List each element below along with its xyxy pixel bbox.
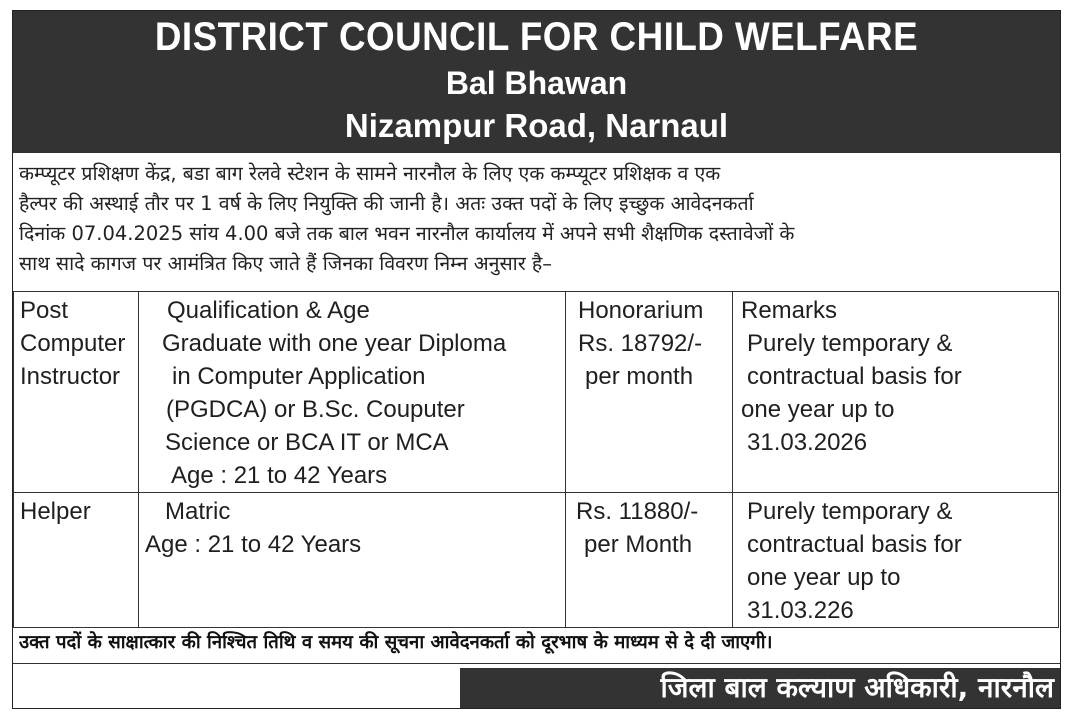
qualification-cell	[139, 493, 566, 628]
intro-line: हैल्पर की अस्थाई तौर पर 1 वर्ष के लिए नियुक्ति की जानी है। अतः उक्त पदों के लिए इच्छुक आवेदनकर्ता	[19, 192, 754, 215]
qualification-line: Graduate with one year Diploma	[162, 330, 507, 357]
honorarium-amount: Rs. 11880/-	[576, 498, 699, 525]
qualification-line: Age : 21 to 42 Years	[145, 531, 362, 558]
table-header-honorarium: Honorarium	[578, 297, 704, 324]
qualification-line: Matric	[165, 498, 231, 525]
notice-title: DISTRICT COUNCIL FOR CHILD WELFARE	[154, 15, 919, 59]
table-header-post: Post	[20, 297, 69, 324]
table-row	[14, 493, 1059, 628]
post-cell	[14, 292, 139, 493]
honorarium-amount: Rs. 18792/-	[578, 330, 703, 357]
remarks-line: 31.03.2026	[747, 429, 868, 456]
qualification-line: Age : 21 to 42 Years	[171, 462, 388, 489]
honorarium-period: per month	[585, 363, 694, 390]
interview-note: उक्त पदों के साक्षात्कार की निश्चित तिथि व समय की सूचना आवेदनकर्ता को दूरभाष के माध्यम से दे दी जाएगी।	[19, 632, 773, 653]
intro-line: दिनांक 07.04.2025 सांय 4.00 बजे तक बाल भवन नारनौल कार्यालय में अपने सभी शैक्षणिक दस्तावेजों के	[19, 222, 795, 245]
qualification-cell	[139, 292, 566, 493]
table-header-remarks: Remarks	[741, 297, 838, 324]
notice-frame	[12, 10, 1061, 709]
notice-header	[13, 11, 1060, 153]
intro-paragraph	[19, 159, 1053, 279]
table-header-qualification: Qualification & Age	[167, 297, 370, 324]
office-name: Bal Bhawan	[445, 65, 628, 101]
remarks-line: one year up to	[741, 396, 895, 423]
remarks-line: Purely temporary &	[747, 330, 953, 357]
remarks-line: one year up to	[747, 564, 901, 591]
post-cell	[14, 493, 139, 628]
honorarium-period: per Month	[584, 531, 693, 558]
remarks-cell	[733, 493, 1059, 628]
posts-table	[13, 291, 1059, 628]
honorarium-cell	[566, 493, 733, 628]
remarks-line: contractual basis for	[747, 531, 962, 558]
remarks-line: 31.03.226	[747, 597, 854, 624]
post-name: Helper	[20, 498, 91, 525]
remarks-line: Purely temporary &	[747, 498, 953, 525]
remarks-line: contractual basis for	[747, 363, 962, 390]
office-address: Nizampur Road, Narnaul	[344, 107, 729, 144]
intro-line: कम्प्यूटर प्रशिक्षण केंद्र, बडा बाग रेलवे स्टेशन के सामने नारनौल के लिए एक कम्प्यूटर प्रशिक्षक व एक	[19, 162, 721, 185]
qualification-line: in Computer Application	[172, 363, 426, 390]
post-name: Instructor	[20, 363, 121, 390]
intro-line: साथ सादे कागज पर आमंत्रित किए जाते हैं जिनका विवरण निम्न अनुसार है–	[19, 252, 552, 275]
signatory-label: जिला बाल कल्याण अधिकारी, नारनौल	[460, 668, 1060, 708]
notice-footer	[13, 663, 1060, 710]
remarks-cell	[733, 292, 1059, 493]
honorarium-cell	[566, 292, 733, 493]
qualification-line: (PGDCA) or B.Sc. Couputer	[166, 396, 465, 423]
post-name: Computer	[20, 330, 126, 357]
qualification-line: Science or BCA IT or MCA	[165, 429, 449, 456]
